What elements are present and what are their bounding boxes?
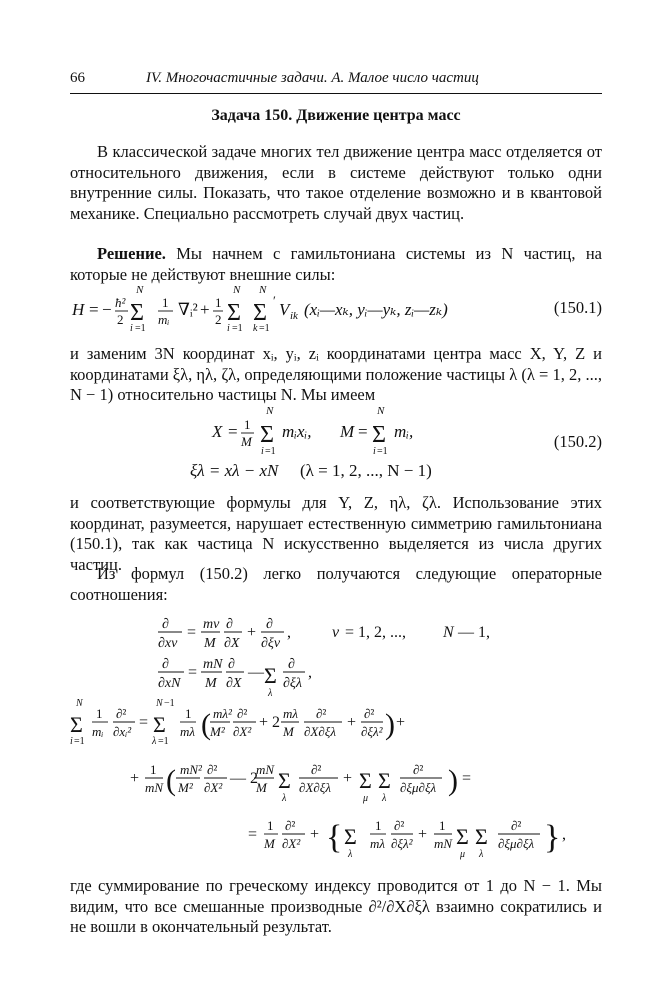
svg-text:=: =: [462, 770, 472, 787]
svg-text:λ: λ: [268, 688, 273, 699]
svg-text:+: +: [247, 624, 257, 641]
svg-text:=: =: [139, 714, 149, 731]
svg-text:+: +: [130, 770, 140, 787]
svg-text:=1: =1: [265, 446, 276, 457]
equation-150-2: [70, 404, 602, 484]
svg-text:λ: λ: [348, 849, 353, 860]
svg-text:λ: λ: [382, 793, 387, 804]
svg-text:∂: ∂: [228, 657, 235, 672]
svg-text:M: M: [340, 422, 355, 441]
svg-text:= 1, 2, ...,: = 1, 2, ...,: [345, 624, 407, 641]
svg-text:N: N: [443, 624, 454, 641]
svg-text:ħ²: ħ²: [115, 295, 126, 310]
svg-text:mλ: mλ: [370, 836, 386, 851]
svg-text:mN: mN: [145, 780, 164, 795]
svg-text:+ 2: + 2: [259, 714, 281, 731]
svg-text:Σ: Σ: [260, 422, 274, 448]
equation-150-1: [70, 283, 602, 333]
svg-text:k: k: [253, 323, 258, 333]
svg-text:Σ: Σ: [456, 824, 469, 849]
svg-text:V: V: [279, 300, 290, 319]
after-coordinates: и соответствующие формулы для Y, Z, ηλ, ζλ. Использование этих координат, разумеется, нарушает естественную симметрию гамильтониана (150.1), так как частица N искусственно выделяется из числа других частиц.: [70, 493, 602, 574]
svg-text:+: +: [347, 714, 357, 731]
svg-text:=1: =1: [377, 446, 388, 457]
svg-text:ν: ν: [332, 624, 340, 641]
svg-text:∂X²: ∂X²: [233, 724, 252, 739]
svg-text:mν: mν: [203, 617, 220, 632]
svg-text:ξλ = xλ − xN: ξλ = xλ − xN: [190, 461, 279, 480]
operator-intro: Из формул (150.2) легко получаются следующие операторные соотношения:: [70, 564, 602, 604]
running-title: IV. Многочастичные задачи. А. Малое число частиц: [146, 70, 479, 86]
svg-text:∂X: ∂X: [226, 676, 242, 691]
svg-text:mN: mN: [434, 836, 453, 851]
svg-text:Σ: Σ: [264, 663, 277, 688]
svg-text:∂²: ∂²: [207, 762, 218, 777]
svg-text:— 1,: — 1,: [458, 624, 490, 641]
svg-text:∂²: ∂²: [237, 706, 248, 721]
svg-text:Σ: Σ: [130, 300, 144, 326]
svg-text:+: +: [396, 714, 406, 731]
svg-text:2: 2: [117, 312, 124, 327]
svg-text:i: i: [227, 323, 230, 333]
svg-text:Σ: Σ: [227, 300, 241, 326]
svg-text:mN²: mN²: [180, 762, 202, 777]
svg-text:M: M: [241, 434, 252, 449]
svg-text:mλ: mλ: [180, 724, 196, 739]
svg-text:mᵢxᵢ,: mᵢxᵢ,: [282, 422, 312, 441]
svg-text:N: N: [156, 698, 163, 709]
svg-text:N: N: [266, 405, 274, 417]
svg-text:∇ᵢ²: ∇ᵢ²: [178, 300, 198, 319]
svg-text:∂: ∂: [162, 657, 169, 672]
svg-text:∂: ∂: [266, 617, 273, 632]
svg-text:mᵢ: mᵢ: [92, 724, 104, 739]
svg-text:1: 1: [244, 417, 251, 432]
svg-text:+: +: [200, 300, 210, 319]
svg-text:(: (: [201, 708, 211, 741]
svg-text:∂ξμ∂ξλ: ∂ξμ∂ξλ: [498, 836, 535, 851]
svg-text:∂²: ∂²: [413, 762, 424, 777]
svg-text:λ: λ: [152, 736, 157, 747]
svg-text:i: i: [70, 736, 73, 747]
solution-intro-paragraph: [70, 244, 602, 285]
svg-text:Σ: Σ: [475, 824, 488, 849]
svg-text:∂: ∂: [162, 617, 169, 632]
svg-text:=: =: [228, 422, 238, 441]
svg-text:∂²: ∂²: [364, 706, 375, 721]
svg-text:): ): [448, 764, 458, 797]
svg-text:+: +: [343, 770, 353, 787]
svg-text:∂X∂ξλ: ∂X∂ξλ: [304, 724, 336, 739]
svg-text:Σ: Σ: [359, 768, 372, 793]
svg-text:,: ,: [308, 664, 312, 681]
svg-text:∂X: ∂X: [224, 636, 240, 651]
svg-text:(λ = 1, 2, ..., N − 1): (λ = 1, 2, ..., N − 1): [300, 461, 432, 480]
svg-text:∂xν: ∂xν: [158, 636, 178, 651]
svg-text:1: 1: [162, 295, 169, 310]
svg-text:λ: λ: [282, 793, 287, 804]
svg-text:mᵢ,: mᵢ,: [394, 422, 414, 441]
svg-text:μ: μ: [460, 849, 466, 860]
svg-text:λ: λ: [479, 849, 484, 860]
svg-text:ik: ik: [290, 310, 298, 322]
svg-text:∂ξλ: ∂ξλ: [283, 676, 302, 691]
svg-text:∂X²: ∂X²: [204, 780, 223, 795]
equation-number-150-1: (150.1): [553, 298, 602, 317]
svg-text:N: N: [233, 284, 241, 296]
svg-text:∂: ∂: [288, 657, 295, 672]
svg-text:M: M: [283, 724, 294, 739]
svg-text:M²: M²: [210, 724, 225, 739]
svg-text:—: —: [248, 664, 264, 681]
svg-text:(: (: [166, 764, 176, 797]
svg-text:Σ: Σ: [70, 712, 83, 737]
svg-text:=: =: [187, 624, 197, 641]
svg-text:1: 1: [267, 818, 274, 833]
svg-text:∂: ∂: [226, 617, 233, 632]
hamiltonian-formula: [70, 283, 545, 333]
svg-text:=: =: [89, 300, 99, 319]
svg-text:M: M: [205, 676, 217, 691]
running-header: [70, 70, 602, 90]
svg-text:i: i: [261, 446, 264, 457]
operator-relations: [70, 610, 602, 870]
svg-text:): ): [385, 708, 395, 741]
svg-text:}: }: [544, 819, 561, 856]
svg-text:1: 1: [215, 295, 222, 310]
svg-text:i: i: [373, 446, 376, 457]
svg-text:∂²: ∂²: [311, 762, 322, 777]
svg-text:M: M: [256, 780, 267, 795]
svg-text:Σ: Σ: [278, 768, 291, 793]
svg-text:∂²: ∂²: [116, 706, 127, 721]
svg-text:∂²: ∂²: [394, 818, 405, 833]
svg-text:i: i: [130, 323, 133, 333]
after-hamiltonian: и заменим 3N координат xᵢ, yᵢ, zᵢ координатами центра масс X, Y, Z и координатами ξλ, ηλ, ζλ, определяющими положение частицы λ (λ = 1, 2, ..., N − 1) относительно частицы N. Мы имеем: [70, 344, 602, 404]
svg-text:∂xN: ∂xN: [158, 676, 181, 691]
svg-text:2: 2: [215, 312, 222, 327]
svg-text:(xᵢ—xₖ, yᵢ—yₖ, zᵢ—zₖ): (xᵢ—xₖ, yᵢ—yₖ, zᵢ—zₖ): [304, 300, 448, 319]
svg-text:∂ξν: ∂ξν: [261, 636, 281, 651]
svg-text:∂²: ∂²: [316, 706, 327, 721]
center-of-mass-formula: [70, 404, 490, 484]
svg-text:M: M: [204, 636, 216, 651]
svg-text:−1: −1: [164, 698, 175, 709]
svg-text:Σ: Σ: [344, 824, 357, 849]
svg-text:∂²: ∂²: [511, 818, 522, 833]
problem-statement: В классической задаче многих тел движение центра масс отделяется от относительного движения, если в системе действуют только одни внутренние силы. Показать, что такое отделение возможно и в квантовой механике. Специально рассмотреть случай двух частиц.: [70, 142, 602, 223]
equation-number-150-2: (150.2): [553, 432, 602, 451]
svg-text:mN: mN: [256, 762, 275, 777]
page-number: 66: [70, 70, 85, 86]
svg-text:μ: μ: [363, 793, 369, 804]
svg-text:=1: =1: [135, 323, 146, 333]
svg-text:∂ξλ²: ∂ξλ²: [391, 836, 413, 851]
svg-text:Σ: Σ: [153, 712, 166, 737]
svg-text:+: +: [310, 826, 320, 843]
svg-text:N: N: [76, 698, 83, 709]
svg-text:=: =: [188, 664, 198, 681]
svg-text:∂²: ∂²: [285, 818, 296, 833]
svg-text:=: =: [358, 422, 368, 441]
svg-text:∂xᵢ²: ∂xᵢ²: [113, 724, 132, 739]
svg-text:M: M: [264, 836, 275, 851]
solution-intro: Мы начнем с гамильтониана системы из N частиц, на которые не действуют внешние силы:: [70, 244, 602, 284]
svg-text:H: H: [72, 300, 85, 319]
svg-text:N: N: [259, 284, 267, 296]
conclusion: где суммирование по греческому индексу проводится от 1 до N − 1. Мы видим, что все смешанные производные ∂²/∂X∂ξλ взаимно сократились и не вошли в окончательный результат.: [70, 876, 602, 936]
svg-text:1: 1: [185, 706, 192, 721]
svg-text:=1: =1: [74, 736, 85, 747]
svg-text:mλ²: mλ²: [213, 706, 232, 721]
svg-text:=: =: [248, 826, 258, 843]
svg-text:1: 1: [96, 706, 103, 721]
svg-text:∂ξλ²: ∂ξλ²: [361, 724, 383, 739]
svg-text:{: {: [326, 819, 343, 856]
svg-text:Σ: Σ: [378, 768, 391, 793]
svg-text:mN: mN: [203, 657, 223, 672]
svg-text:— 2: — 2: [230, 770, 258, 787]
svg-text:N: N: [136, 284, 144, 296]
svg-text:M²: M²: [178, 780, 193, 795]
svg-text:+: +: [418, 826, 428, 843]
operator-formulas: [70, 610, 602, 870]
svg-text:,: ,: [287, 624, 291, 641]
svg-text:1: 1: [150, 762, 157, 777]
svg-text:∂X²: ∂X²: [282, 836, 301, 851]
svg-text:Σ: Σ: [253, 300, 267, 326]
svg-text:=1: =1: [232, 323, 243, 333]
svg-text:Σ: Σ: [372, 422, 386, 448]
svg-text:=1: =1: [259, 323, 270, 333]
svg-text:X: X: [212, 422, 223, 441]
header-rule: [70, 93, 602, 94]
svg-text:1: 1: [375, 818, 382, 833]
svg-text:mᵢ: mᵢ: [158, 312, 170, 327]
svg-text:mλ: mλ: [283, 706, 299, 721]
svg-text:′: ′: [273, 293, 276, 308]
problem-title: Задача 150. Движение центра масс: [211, 107, 461, 124]
svg-text:N: N: [377, 405, 385, 417]
svg-text:=1: =1: [158, 736, 169, 747]
svg-text:∂X∂ξλ: ∂X∂ξλ: [299, 780, 331, 795]
svg-text:∂ξμ∂ξλ: ∂ξμ∂ξλ: [400, 780, 437, 795]
svg-text:,: ,: [562, 826, 566, 843]
svg-text:−: −: [102, 300, 112, 319]
solution-label: Решение.: [97, 244, 166, 263]
svg-text:1: 1: [439, 818, 446, 833]
